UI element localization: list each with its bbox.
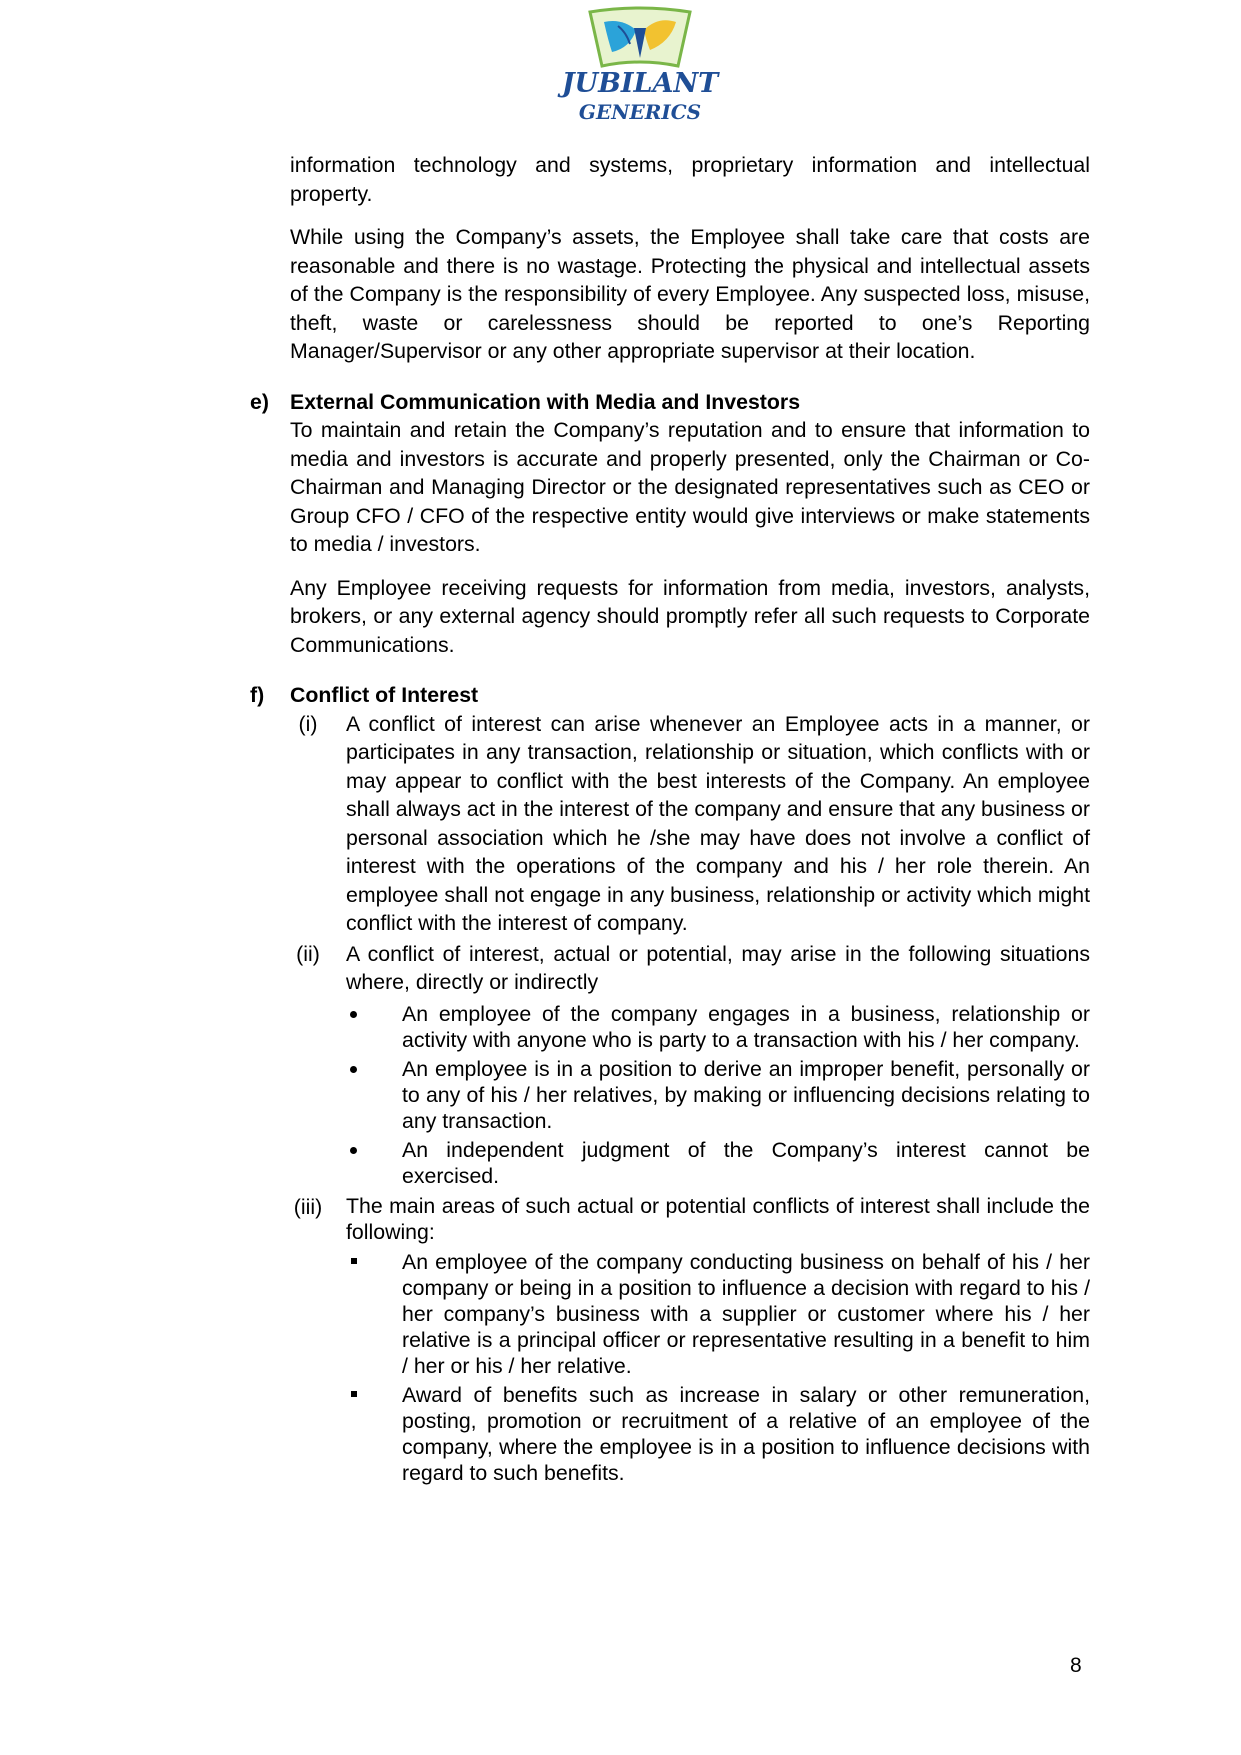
logo-emblem-icon	[560, 0, 720, 75]
logo-wordmark-line1: JUBILANT	[561, 68, 719, 99]
section-e	[250, 388, 1090, 660]
bullet-text: An employee of the company conducting business on behalf of his / her company or being in a position to influence a decision with regard to his / her company’s business with a supplier or customer where his / her relative is a principal officer or representative resulting in a benefit to him / her or his / her relative.	[402, 1249, 1090, 1378]
subitem-i-text: A conflict of interest can arise whenever an Employee acts in a manner, or participates in any transaction, relationship or situation, which conflicts with or may appear to conflict with the best interests of the Company. An employee shall always act in the interest of the company and ensure that any business or personal association which he /she may have does not involve a conflict of interest with the operations of the company and his / her role therein. An employee shall not engage in any business, relationship or activity which might conflict with the interest of company.	[346, 711, 1090, 935]
section-e-label: e)	[250, 389, 269, 414]
list-item	[346, 1382, 1090, 1486]
subitem-iii-label: (iii)	[293, 1194, 323, 1219]
list-item	[346, 1137, 1090, 1189]
subitem-iii	[290, 1193, 1090, 1486]
document-body	[250, 151, 1090, 1490]
intro-paragraph-1: information technology and systems, proprietary information and intellectual property.	[290, 153, 1090, 206]
bullet-text: An employee is in a position to derive an improper benefit, personally or to any of his / her relatives, by making or influencing decisions relating to any transaction.	[402, 1056, 1090, 1133]
subitem-iii-bullets	[346, 1249, 1090, 1486]
section-e-paragraph-1: To maintain and retain the Company’s reputation and to ensure that information to media and investors is accurate and properly presented, only the Chairman or Co-Chairman and Managing Director or the designated representatives such as CEO or Group CFO / CFO of the respective entity would give interviews or make statements to media / investors.	[290, 418, 1090, 556]
intro-paragraph-2: While using the Company’s assets, the Employee shall take care that costs are reasonable and there is no wastage. Protecting the physical and intellectual assets of the Company is the responsibility of every Employee. Any suspected loss, misuse, theft, waste or carelessness should be reported to one’s Reporting Manager/Supervisor or any other appropriate supervisor at their location.	[290, 225, 1090, 363]
subitem-iii-text: The main areas of such actual or potential conflicts of interest shall include the following:	[346, 1193, 1090, 1244]
subitem-ii-label: (ii)	[296, 941, 320, 966]
bullet-text: Award of benefits such as increase in salary or other remuneration, posting, promotion or recruitment of a relative of an employee of the company, where the employee is in a position to influence decisions with regard to such benefits.	[402, 1382, 1090, 1485]
bullet-text: An employee of the company engages in a business, relationship or activity with anyone who is party to a transaction with his / her company.	[402, 1001, 1090, 1052]
list-item	[346, 1001, 1090, 1053]
subitem-ii-bullets	[346, 1001, 1090, 1189]
list-item	[346, 1249, 1090, 1379]
logo-wordmark-line2: GENERICS	[578, 100, 702, 124]
section-e-title: External Communication with Media and Investors	[290, 389, 801, 414]
subitem-ii	[290, 940, 1090, 1189]
section-f-label: f)	[250, 683, 265, 707]
section-f-title: Conflict of Interest	[290, 683, 479, 707]
page-number: 8	[1070, 1654, 1082, 1677]
list-item	[346, 1056, 1090, 1134]
section-e-paragraph-2: Any Employee receiving requests for information from media, investors, analysts, brokers, or any external agency should promptly refer all such requests to Corporate Communications.	[290, 575, 1090, 657]
section-f	[250, 681, 1090, 1486]
company-logo	[560, 0, 720, 135]
subitem-i-label: (i)	[298, 711, 318, 736]
bullet-text: An independent judgment of the Company’s interest cannot be exercised.	[402, 1137, 1090, 1188]
subitem-ii-text: A conflict of interest, actual or potential, may arise in the following situations where, directly or indirectly	[346, 941, 1090, 994]
subitem-i	[290, 710, 1090, 938]
